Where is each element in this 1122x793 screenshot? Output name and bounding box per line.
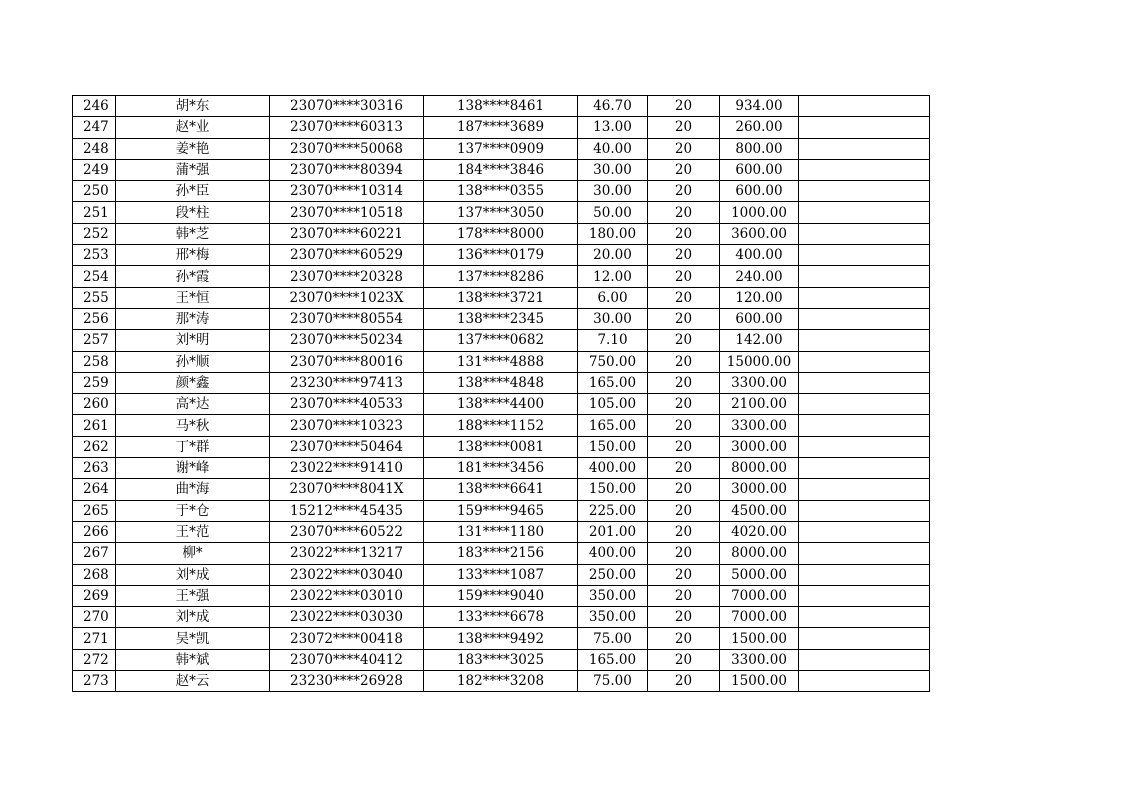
rate-cell: 20 [648,585,720,606]
id-number-cell: 23070****50464 [270,436,424,457]
table-row [73,521,930,542]
table-row [73,287,930,308]
phone-cell: 133****1087 [424,564,578,585]
phone-cell: 137****3050 [424,202,578,223]
id-number-cell: 23022****03040 [270,564,424,585]
remark-cell [799,585,930,606]
quantity-cell: 350.00 [578,607,648,628]
name-cell: 王*强 [116,585,270,606]
table-row [73,96,930,117]
name-cell: 韩*斌 [116,649,270,670]
phone-cell: 181****3456 [424,458,578,479]
remark-cell [799,351,930,372]
row-number-cell: 265 [73,500,116,521]
remark-cell [799,649,930,670]
id-number-cell: 23070****80016 [270,351,424,372]
quantity-cell: 201.00 [578,521,648,542]
row-number-cell: 263 [73,458,116,479]
table-row [73,181,930,202]
phone-cell: 137****0682 [424,330,578,351]
row-number-cell: 261 [73,415,116,436]
phone-cell: 137****8286 [424,266,578,287]
table-row [73,330,930,351]
name-cell: 高*达 [116,394,270,415]
phone-cell: 138****0081 [424,436,578,457]
name-cell: 谢*峰 [116,458,270,479]
rate-cell: 20 [648,628,720,649]
phone-cell: 138****9492 [424,628,578,649]
amount-cell: 800.00 [720,138,799,159]
row-number-cell: 271 [73,628,116,649]
quantity-cell: 40.00 [578,138,648,159]
remark-cell [799,564,930,585]
table-row [73,649,930,670]
amount-cell: 3300.00 [720,372,799,393]
name-cell: 刘*明 [116,330,270,351]
name-cell: 颜*鑫 [116,372,270,393]
amount-cell: 7000.00 [720,607,799,628]
phone-cell: 137****0909 [424,138,578,159]
phone-cell: 138****2345 [424,308,578,329]
amount-cell: 3600.00 [720,223,799,244]
id-number-cell: 23070****10314 [270,181,424,202]
rate-cell: 20 [648,649,720,670]
remark-cell [799,202,930,223]
quantity-cell: 50.00 [578,202,648,223]
name-cell: 于*仓 [116,500,270,521]
rate-cell: 20 [648,543,720,564]
quantity-cell: 150.00 [578,436,648,457]
phone-cell: 138****4400 [424,394,578,415]
quantity-cell: 225.00 [578,500,648,521]
remark-cell [799,266,930,287]
phone-cell: 131****1180 [424,521,578,542]
quantity-cell: 30.00 [578,159,648,180]
amount-cell: 15000.00 [720,351,799,372]
row-number-cell: 251 [73,202,116,223]
row-number-cell: 252 [73,223,116,244]
amount-cell: 4020.00 [720,521,799,542]
phone-cell: 184****3846 [424,159,578,180]
remark-cell [799,159,930,180]
row-number-cell: 272 [73,649,116,670]
table-row [73,138,930,159]
remark-cell [799,607,930,628]
quantity-cell: 30.00 [578,308,648,329]
table-row [73,585,930,606]
table-row [73,671,930,692]
amount-cell: 3300.00 [720,415,799,436]
id-number-cell: 23070****8041X [270,479,424,500]
row-number-cell: 259 [73,372,116,393]
id-number-cell: 23022****03010 [270,585,424,606]
id-number-cell: 23070****10323 [270,415,424,436]
name-cell: 柳* [116,543,270,564]
row-number-cell: 257 [73,330,116,351]
amount-cell: 1500.00 [720,671,799,692]
table-row [73,308,930,329]
name-cell: 赵*云 [116,671,270,692]
rate-cell: 20 [648,308,720,329]
remark-cell [799,436,930,457]
rate-cell: 20 [648,521,720,542]
amount-cell: 7000.00 [720,585,799,606]
name-cell: 孙*顺 [116,351,270,372]
amount-cell: 3000.00 [720,436,799,457]
rate-cell: 20 [648,372,720,393]
name-cell: 刘*成 [116,607,270,628]
row-number-cell: 254 [73,266,116,287]
remark-cell [799,138,930,159]
row-number-cell: 247 [73,117,116,138]
name-cell: 孙*臣 [116,181,270,202]
table-row [73,266,930,287]
rate-cell: 20 [648,671,720,692]
quantity-cell: 180.00 [578,223,648,244]
id-number-cell: 23022****13217 [270,543,424,564]
table-row [73,543,930,564]
quantity-cell: 46.70 [578,96,648,117]
name-cell: 王*恒 [116,287,270,308]
phone-cell: 138****8461 [424,96,578,117]
amount-cell: 934.00 [720,96,799,117]
quantity-cell: 12.00 [578,266,648,287]
quantity-cell: 400.00 [578,543,648,564]
name-cell: 那*涛 [116,308,270,329]
id-number-cell: 23230****26928 [270,671,424,692]
amount-cell: 2100.00 [720,394,799,415]
row-number-cell: 256 [73,308,116,329]
name-cell: 蒲*强 [116,159,270,180]
amount-cell: 120.00 [720,287,799,308]
row-number-cell: 262 [73,436,116,457]
amount-cell: 3000.00 [720,479,799,500]
quantity-cell: 150.00 [578,479,648,500]
quantity-cell: 30.00 [578,181,648,202]
rate-cell: 20 [648,159,720,180]
amount-cell: 400.00 [720,245,799,266]
quantity-cell: 20.00 [578,245,648,266]
rate-cell: 20 [648,500,720,521]
row-number-cell: 267 [73,543,116,564]
amount-cell: 8000.00 [720,543,799,564]
remark-cell [799,223,930,244]
rate-cell: 20 [648,436,720,457]
amount-cell: 1500.00 [720,628,799,649]
name-cell: 丁*群 [116,436,270,457]
phone-cell: 138****3721 [424,287,578,308]
id-number-cell: 23070****50068 [270,138,424,159]
remark-cell [799,245,930,266]
data-table [72,95,930,692]
table-row [73,564,930,585]
id-number-cell: 23230****97413 [270,372,424,393]
id-number-cell: 23070****60522 [270,521,424,542]
remark-cell [799,96,930,117]
rate-cell: 20 [648,266,720,287]
remark-cell [799,415,930,436]
rate-cell: 20 [648,607,720,628]
amount-cell: 600.00 [720,181,799,202]
rate-cell: 20 [648,96,720,117]
id-number-cell: 23070****10518 [270,202,424,223]
table-row [73,458,930,479]
quantity-cell: 350.00 [578,585,648,606]
id-number-cell: 23070****40412 [270,649,424,670]
name-cell: 曲*海 [116,479,270,500]
remark-cell [799,543,930,564]
name-cell: 韩*芝 [116,223,270,244]
phone-cell: 138****0355 [424,181,578,202]
remark-cell [799,372,930,393]
phone-cell: 183****3025 [424,649,578,670]
remark-cell [799,500,930,521]
table-row [73,223,930,244]
quantity-cell: 75.00 [578,628,648,649]
quantity-cell: 75.00 [578,671,648,692]
amount-cell: 240.00 [720,266,799,287]
name-cell: 刘*成 [116,564,270,585]
table-row [73,479,930,500]
table-row [73,628,930,649]
quantity-cell: 105.00 [578,394,648,415]
remark-cell [799,628,930,649]
row-number-cell: 255 [73,287,116,308]
phone-cell: 133****6678 [424,607,578,628]
amount-cell: 3300.00 [720,649,799,670]
table-row [73,415,930,436]
table-row [73,394,930,415]
name-cell: 邢*梅 [116,245,270,266]
quantity-cell: 6.00 [578,287,648,308]
name-cell: 赵*业 [116,117,270,138]
id-number-cell: 23022****91410 [270,458,424,479]
rate-cell: 20 [648,330,720,351]
table-body [73,96,930,692]
name-cell: 吴*凯 [116,628,270,649]
amount-cell: 5000.00 [720,564,799,585]
name-cell: 马*秋 [116,415,270,436]
id-number-cell: 23070****60221 [270,223,424,244]
row-number-cell: 273 [73,671,116,692]
rate-cell: 20 [648,394,720,415]
remark-cell [799,330,930,351]
quantity-cell: 750.00 [578,351,648,372]
table-row [73,500,930,521]
table-row [73,159,930,180]
phone-cell: 131****4888 [424,351,578,372]
row-number-cell: 250 [73,181,116,202]
rate-cell: 20 [648,479,720,500]
row-number-cell: 258 [73,351,116,372]
rate-cell: 20 [648,117,720,138]
row-number-cell: 248 [73,138,116,159]
quantity-cell: 250.00 [578,564,648,585]
amount-cell: 600.00 [720,308,799,329]
id-number-cell: 23022****03030 [270,607,424,628]
id-number-cell: 15212****45435 [270,500,424,521]
rate-cell: 20 [648,181,720,202]
id-number-cell: 23072****00418 [270,628,424,649]
phone-cell: 178****8000 [424,223,578,244]
remark-cell [799,521,930,542]
amount-cell: 142.00 [720,330,799,351]
phone-cell: 187****3689 [424,117,578,138]
remark-cell [799,181,930,202]
table-row [73,372,930,393]
table-row [73,351,930,372]
amount-cell: 1000.00 [720,202,799,223]
remark-cell [799,458,930,479]
row-number-cell: 266 [73,521,116,542]
name-cell: 姜*艳 [116,138,270,159]
row-number-cell: 246 [73,96,116,117]
id-number-cell: 23070****50234 [270,330,424,351]
quantity-cell: 165.00 [578,372,648,393]
quantity-cell: 400.00 [578,458,648,479]
phone-cell: 138****4848 [424,372,578,393]
table-row [73,117,930,138]
name-cell: 段*柱 [116,202,270,223]
table-row [73,436,930,457]
id-number-cell: 23070****80554 [270,308,424,329]
rate-cell: 20 [648,202,720,223]
name-cell: 孙*霞 [116,266,270,287]
quantity-cell: 13.00 [578,117,648,138]
table-row [73,245,930,266]
phone-cell: 138****6641 [424,479,578,500]
id-number-cell: 23070****80394 [270,159,424,180]
row-number-cell: 253 [73,245,116,266]
quantity-cell: 165.00 [578,415,648,436]
remark-cell [799,287,930,308]
name-cell: 胡*东 [116,96,270,117]
row-number-cell: 264 [73,479,116,500]
amount-cell: 600.00 [720,159,799,180]
id-number-cell: 23070****1023X [270,287,424,308]
amount-cell: 8000.00 [720,458,799,479]
id-number-cell: 23070****30316 [270,96,424,117]
id-number-cell: 23070****40533 [270,394,424,415]
phone-cell: 159****9040 [424,585,578,606]
rate-cell: 20 [648,287,720,308]
table-row [73,202,930,223]
id-number-cell: 23070****20328 [270,266,424,287]
remark-cell [799,479,930,500]
rate-cell: 20 [648,564,720,585]
remark-cell [799,117,930,138]
rate-cell: 20 [648,138,720,159]
rate-cell: 20 [648,223,720,244]
amount-cell: 4500.00 [720,500,799,521]
rate-cell: 20 [648,415,720,436]
id-number-cell: 23070****60313 [270,117,424,138]
row-number-cell: 260 [73,394,116,415]
phone-cell: 159****9465 [424,500,578,521]
rate-cell: 20 [648,458,720,479]
row-number-cell: 269 [73,585,116,606]
quantity-cell: 7.10 [578,330,648,351]
id-number-cell: 23070****60529 [270,245,424,266]
rate-cell: 20 [648,351,720,372]
row-number-cell: 270 [73,607,116,628]
amount-cell: 260.00 [720,117,799,138]
phone-cell: 188****1152 [424,415,578,436]
row-number-cell: 249 [73,159,116,180]
phone-cell: 136****0179 [424,245,578,266]
row-number-cell: 268 [73,564,116,585]
remark-cell [799,671,930,692]
phone-cell: 182****3208 [424,671,578,692]
remark-cell [799,308,930,329]
rate-cell: 20 [648,245,720,266]
phone-cell: 183****2156 [424,543,578,564]
quantity-cell: 165.00 [578,649,648,670]
remark-cell [799,394,930,415]
table-row [73,607,930,628]
name-cell: 王*范 [116,521,270,542]
